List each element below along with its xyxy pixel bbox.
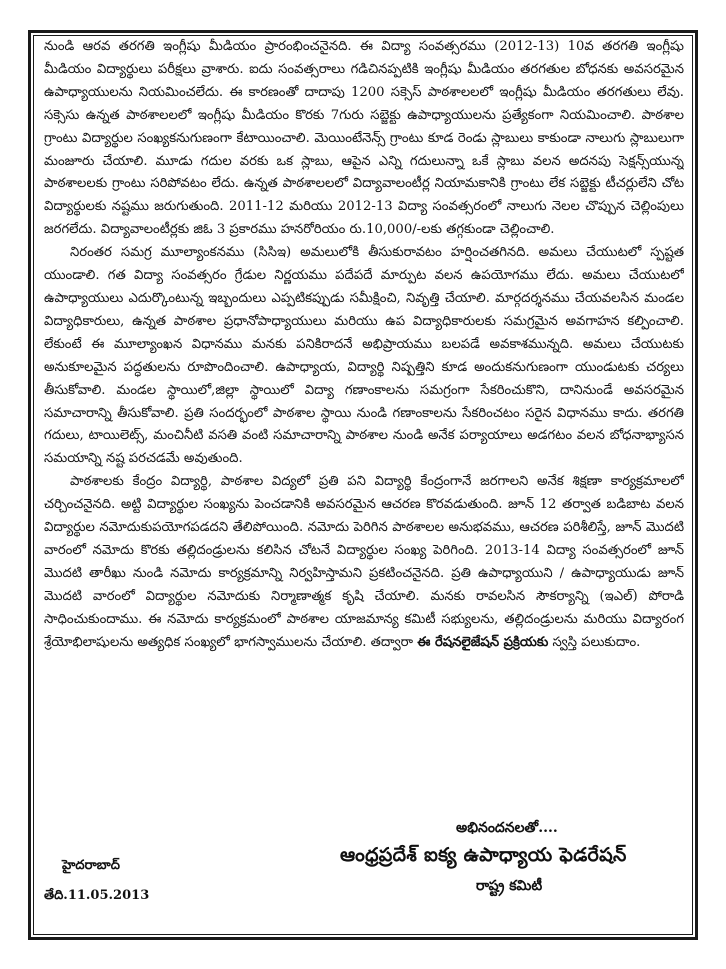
greeting-text: అభినందనలతో.... <box>456 820 558 836</box>
emphasis-rationalization: ఈ రేషనలైజేషన్ ప్రక్రియకు <box>417 634 549 650</box>
letter-body <box>44 36 684 930</box>
paragraph-text: నిరంతర సమగ్ర మూల్యాంకనము (సిసిఇ) అమలులోకి తీసుకురావటం హర్షించతగినది. అమలు చేయుటలో స్పష్టత యుండాలి. గత విద్యా సంవత్సరం గ్రేడుల నిర్ణయము పదేపదే మార్పుట వలన ఉపయోగము లేదు. అమలు చేయుటలో ఉపాధ్యాయులు ఎదుర్కొంటున్న ఇబ్బందులు ఎప్పటికప్పుడు సమీక్షించి, నివృత్తి చేయాలి. మార్గదర్శనము చేయవలసిన మండల విద్యాధికారులు, ఉన్నత పాఠశాల ప్రధానోపాధ్యాయులు మరియు ఉప విద్యాధికారులకు సమగ్రమైన అవగాహన కల్పించాలి. లేకుంటే ఈ మూల్యాంఖన విధానము మనకు పనికిరాదనే అభిప్రాయము బలపడే అవకాశమున్నది. అమలు చేయుటకు అనుకూలమైన పద్ధతులను రూపొందించాలి. ఉపాధ్యాయ, విద్యార్థి నిష్పత్తిని కూడ అందుకనుగుణంగా యుండుటకు చర్యలు తీసుకోవాలి. మండల స్థాయిలో,జిల్లా స్థాయిలో విద్యా గణాంకాలను సమగ్రంగా సేకరించుకొని, దానినుండే అవసరమైన సమాచారాన్ని తీసుకోవాలి. ప్రతి సందర్భంలో పాఠశాల స్థాయి నుండి గణాంకాలను సేకరించటం సరైన విధానము కాదు. తరగతి గదులు, టాయిలెట్స్, మంచినీటి వసతి వంటి సమాచారాన్ని పాఠశాల నుండి అనేక పర్యాయాలు అడగటం వలన బోధనాభ్యాసన సమయాన్ని నష్ట పరచడమే అవుతుంది. <box>44 245 684 467</box>
organization-name: ఆంధ్రప్రదేశ్ ఐక్య ఉపాధ్యాయ ఫెడరేషన్ <box>340 844 627 866</box>
signature-block <box>44 810 684 930</box>
committee-name: రాష్ట్ర కమిటీ <box>476 878 543 894</box>
place-label: హైదరాబాద్ <box>62 858 120 873</box>
date-label: తేది.11.05.2013 <box>44 888 150 903</box>
paragraph-text: నుండి ఆరవ తరగతి ఇంగ్లీషు మీడియం ప్రారంభించనైనది. ఈ విద్యా సంవత్సరము (2012-13) 10వ తరగతి ఇంగ్లీషు మీడియం విద్యార్థులు పరీక్షలు వ్రాశారు. ఐదు సంవత్సరాలు గడిచినప్పటికి ఇంగ్లీషు మీడియం తరగతుల బోధనకు అవసరమైన ఉపాధ్యాయులను నియమించలేదు. ఈ కారణంతో దాదాపు 1200 సక్సెస్ పాఠశాలలలో ఇంగ్లీషు మీడియం తరగతులు లేవు. సక్సెసు ఉన్నత పాఠశాలలలో ఇంగ్లీషు మీడియం కొరకు 7గురు సబ్జెక్టు ఉపాధ్యాయులను ప్రత్యేకంగా నియమించాలి. పాఠశాల గ్రాంటు విద్యార్థుల సంఖ్యకనుగుణంగా కేటాయించాలి. మెయింటేనెన్స్ గ్రాంటు కూడ రెండు స్లాబులు కాకుండా నాలుగు స్లాబులుగా మంజూరు చేయాలి. మూడు గదుల వరకు ఒక స్లాబు, ఆపైన ఎన్ని గదులున్నా ఒకే స్లాబు వలన అదనపు సెక్షన్స్‌యున్న పాఠశాలలకు గ్రాంటు సరిపోవటం లేదు. ఉన్నత పాఠశాలలలో విద్యావాలంటీర్ల నియామకానికి గ్రాంటు లేక సబ్జెక్టు టీచర్లులేని చోట విద్యార్థులకు నష్టము జరుగుతుంది. 2011-12 మరియు 2012-13 విద్యా సంవత్సరంలో నాలుగు నెలల చొప్పున చెల్లింపులు జరగలేదు. విద్యావాలంటీర్లకు జిఓ 3 ప్రకారము హనరోరియం రు.10,000/-లకు తగ్గకుండా చెల్లించాలి. <box>44 39 684 238</box>
paragraph-english-medium <box>44 36 684 242</box>
paragraph-text: పాఠశాలకు కేంద్రం విద్యార్థి, పాఠశాల విద్యలో ప్రతి పని విద్యార్థి కేంద్రంగానే జరగాలని అనేక శిక్షణా కార్యక్రమాలలో చర్చించనైనది. అట్టి విద్యార్థుల సంఖ్యను పెంచడానికి అవసరమైన ఆచరణ కొరవడుతుంది. జూన్ 12 తర్వాత బడిబాట వలన విద్యార్థుల నమోదుకుపయోగపడదని తేలిపోయింది. నమోదు పెరిగిన పాఠశాలల అనుభవము, ఆచరణ పరిశీలిస్తే, జూన్ మొదటి వారంలో నమోదు కొరకు తల్లిదండ్రులను కలిసిన చోటనే విద్యార్థుల సంఖ్య పెరిగింది. 2013-14 విద్యా సంవత్సరంలో జూన్ మొదటి తారీఖు నుండి నమోదు కార్యక్రమాన్ని నిర్వహిస్తామని ప్రకటించనైనది. ప్రతి ఉపాధ్యాయుని / ఉపాధ్యాయుడు జూన్ మొదటి వారంలో విద్యార్థుల నమోదుకు నిర్మాణాత్మక కృషి చేయాలి. మనకు రావలసిన సౌకర్యాన్ని (ఇఎల్) పోరాడి సాధించుకుందాము. ఈ నమోదు కార్యక్రమంలో పాఠశాల యాజమాన్య కమిటీ సభ్యులను, తల్లిదండ్రులను మరియు విద్యారంగ శ్రేయోభిలాషులను అత్యధిక సంఖ్యలో భాగస్వాములను చేయాలి. తద్వారా <box>44 474 684 650</box>
paragraph-enrollment-drive <box>44 471 684 654</box>
paragraph-cce-evaluation <box>44 242 684 471</box>
paragraph-ending: స్వస్తి పలుకుదాం. <box>548 634 641 650</box>
